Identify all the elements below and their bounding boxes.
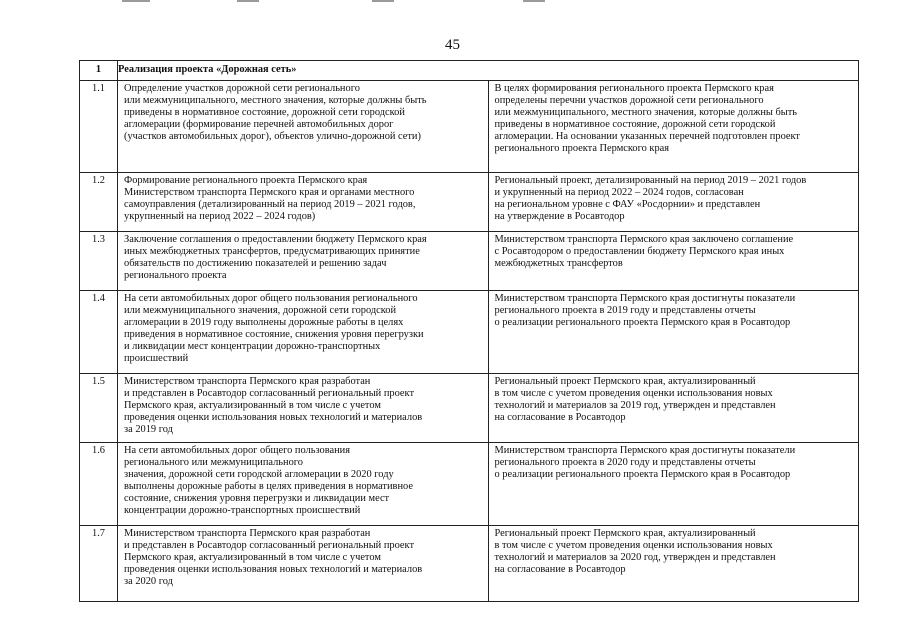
table-row (80, 443, 859, 526)
text-line: Заключение соглашения о предоставлении бюджету Пермского края (124, 234, 427, 245)
text-line: проведения оценки использования новых технологий и материалов (124, 411, 423, 423)
text-line: приведены в нормативное состояние, дорожной сети городской (494, 118, 776, 130)
text-line: Региональный проект, детализированный на период 2019 – 2021 годов (494, 175, 807, 186)
text-line: приведены в нормативное состояние, дорожной сети городской (124, 106, 405, 118)
text-line: в том числе с учетом проведения оценки использования новых (494, 539, 773, 551)
text-line: регионального проекта в 2019 году и представлены отчеты (494, 304, 756, 316)
text-line: значения, дорожной сети городской агломерации в 2020 году (124, 468, 394, 480)
task-cell (118, 173, 489, 232)
text-line: Определение участков дорожной сети регионального (124, 83, 360, 94)
text-line: за 2020 год (124, 575, 173, 587)
row-number: 1.3 (80, 232, 118, 291)
text-line: Министерством транспорта Пермского края и органами местного (124, 186, 415, 198)
text-line: или межмуниципального, местного значения, которые должны быть (494, 106, 798, 118)
text-line: Формирование регионального проекта Пермского края (124, 175, 368, 186)
row-number: 1.6 (80, 443, 118, 526)
text-line: приведения в нормативное состояние, снижения уровня перегрузки (124, 328, 424, 340)
text-line: и укрупненный на период 2022 – 2024 годов, согласован (494, 186, 744, 198)
text-line: иных межбюджетных трансфертов, предусматривающих принятие (124, 245, 420, 257)
text-line: Министерством транспорта Пермского края достигнуты показатели (494, 293, 796, 304)
text-line: регионального проекта (124, 269, 227, 281)
text-line: В целях формирования регионального проекта Пермского края (494, 83, 774, 94)
task-cell (118, 291, 489, 374)
text-line: в том числе с учетом проведения оценки использования новых (494, 387, 773, 399)
table-row (80, 374, 859, 443)
section-header-row (80, 61, 859, 81)
result-cell (488, 526, 859, 602)
text-line: выполнены дорожные работы в целях приведения в нормативное (124, 480, 413, 492)
text-line: концентрации дорожно-транспортных происшествий (124, 504, 361, 516)
text-line: агломерации. На основании указанных перечней подготовлен проект (494, 130, 800, 142)
text-line: состояние, снижения уровня перегрузки и ликвидации мест (124, 492, 390, 504)
text-line: на согласование в Росавтодор (494, 411, 626, 423)
text-line: (участков автомобильных дорог), объектов улично-дорожной сети) (124, 130, 421, 142)
text-line: на согласование в Росавтодор (494, 563, 626, 575)
text-line: Региональный проект Пермского края, актуализированный (494, 376, 756, 387)
text-line: Региональный проект Пермского края, актуализированный (494, 528, 756, 539)
text-line: агломерации в 2019 году выполнены дорожные работы в целях (124, 316, 404, 328)
result-cell (488, 173, 859, 232)
row-number: 1.4 (80, 291, 118, 374)
scan-edge-marks (0, 0, 905, 4)
row-number: 1.7 (80, 526, 118, 602)
text-line: самоуправления (детализированный на период 2019 – 2021 годов, (124, 198, 416, 210)
text-line: Пермского края, актуализированный в том числе с учетом (124, 399, 381, 411)
text-line: за 2019 год (124, 423, 173, 435)
result-cell (488, 443, 859, 526)
row-number: 1.1 (80, 81, 118, 173)
text-line: или межмуниципального значения, дорожной сети городской (124, 304, 397, 316)
section-number: 1 (80, 61, 118, 81)
project-table (79, 60, 859, 602)
text-line: Пермского края, актуализированный в том числе с учетом (124, 551, 381, 563)
row-number: 1.2 (80, 173, 118, 232)
text-line: происшествий (124, 352, 189, 364)
text-line: с Росавтодором о предоставлении бюджету Пермского края иных (494, 245, 785, 257)
text-line: на утверждение в Росавтодор (494, 210, 625, 222)
task-cell (118, 232, 489, 291)
page-number: 45 (445, 37, 460, 53)
text-line: и ликвидации мест концентрации дорожно-транспортных (124, 340, 381, 352)
result-cell (488, 232, 859, 291)
task-cell (118, 443, 489, 526)
row-number: 1.5 (80, 374, 118, 443)
result-cell (488, 374, 859, 443)
task-cell (118, 526, 489, 602)
task-cell (118, 81, 489, 173)
text-line: Министерством транспорта Пермского края достигнуты показатели (494, 445, 796, 456)
text-line: проведения оценки использования новых технологий и материалов (124, 563, 423, 575)
task-cell (118, 374, 489, 443)
table-row (80, 526, 859, 602)
text-line: агломерации (формирование перечней автомобильных дорог (124, 118, 394, 130)
table-row (80, 232, 859, 291)
text-line: регионального или межмуниципального (124, 456, 303, 468)
text-line: Министерством транспорта Пермского края заключено соглашение (494, 234, 794, 245)
text-line: межбюджетных трансфертов (494, 257, 623, 269)
table-row (80, 173, 859, 232)
text-line: На сети автомобильных дорог общего пользования (124, 445, 350, 456)
text-line: определены перечни участков дорожной сети регионального (494, 94, 764, 106)
text-line: технологий и материалов за 2019 год, утвержден и представлен (494, 399, 776, 411)
table-row (80, 81, 859, 173)
result-cell (488, 81, 859, 173)
text-line: или межмуниципального, местного значения, которые должны быть (124, 94, 427, 106)
section-title: Реализация проекта «Дорожная сеть» (118, 61, 859, 81)
text-line: и представлен в Росавтодор согласованный региональный проект (124, 387, 414, 399)
text-line: укрупненный на период 2022 – 2024 годов) (124, 210, 316, 222)
text-line: и представлен в Росавтодор согласованный региональный проект (124, 539, 414, 551)
table-row (80, 291, 859, 374)
text-line: обязательств по достижению показателей и решению задач (124, 257, 387, 269)
text-line: Министерством транспорта Пермского края разработан (124, 376, 371, 387)
text-line: на региональном уровне с ФАУ «Росдорнии» и представлен (494, 198, 761, 210)
text-line: регионального проекта Пермского края (494, 142, 670, 154)
text-line: о реализации регионального проекта Пермского края в Росавтодор (494, 316, 791, 328)
result-cell (488, 291, 859, 374)
text-line: технологий и материалов за 2020 год, утвержден и представлен (494, 551, 776, 563)
text-line: регионального проекта в 2020 году и представлены отчеты (494, 456, 756, 468)
text-line: На сети автомобильных дорог общего пользования регионального (124, 293, 418, 304)
text-line: о реализации регионального проекта Пермского края в Росавтодор (494, 468, 791, 480)
text-line: Министерством транспорта Пермского края разработан (124, 528, 371, 539)
